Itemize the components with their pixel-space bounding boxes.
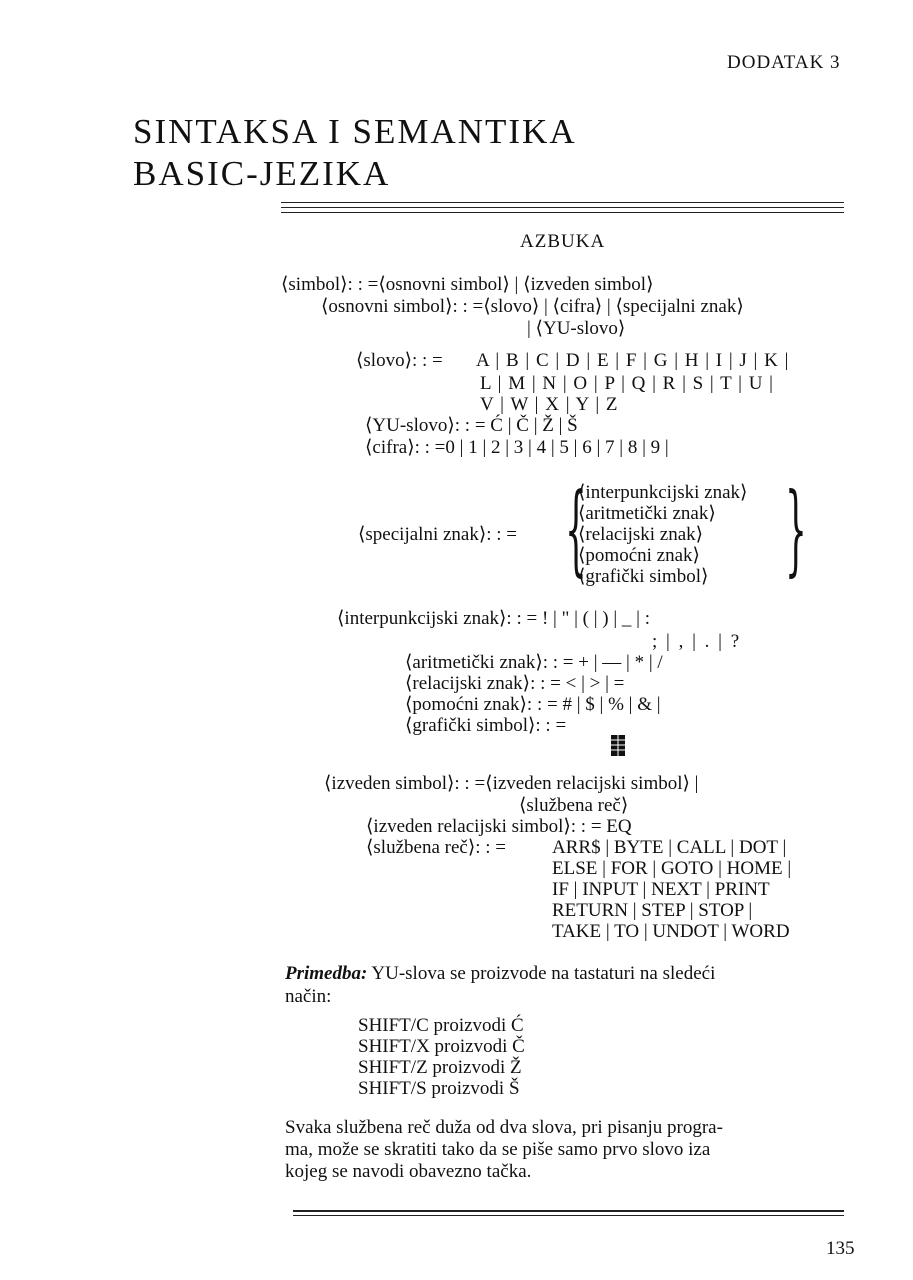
sluzbena-row: RETURN | STEP | STOP | <box>552 900 753 921</box>
sluzbena-row: IF | INPUT | NEXT | PRINT <box>552 879 770 900</box>
grammar-slovo-row: A | B | C | D | E | F | G | H | I | J | K | <box>476 350 790 371</box>
note-text-cont: način: <box>285 986 332 1007</box>
page-title-line2: BASIC-JEZIKA <box>133 154 391 193</box>
sluzbena-row: TAKE | TO | UNDOT | WORD <box>552 921 790 942</box>
shift-row: SHIFT/C proizvodi Ć <box>358 1015 524 1036</box>
grammar-slovo-row: V | W | X | Y | Z <box>480 394 619 415</box>
sluzbena-row: ELSE | FOR | GOTO | HOME | <box>552 858 792 879</box>
specijalni-option: ⟨pomoćni znak⟩ <box>578 545 700 566</box>
grammar-specijalni-lhs: ⟨specijalni znak⟩: : = <box>358 524 518 545</box>
grammar-aritmeticki: ⟨aritmetički znak⟩: : = + | — | * | / <box>405 652 663 673</box>
grammar-yu-slovo: ⟨YU-slovo⟩: : = Ć | Č | Ž | Š <box>365 415 578 436</box>
grammar-interpunkcijski-cont: ; | , | . | ? <box>652 631 742 652</box>
grammar-pomocni: ⟨pomoćni znak⟩: : = # | $ | % | & | <box>405 694 661 715</box>
appendix-label: DODATAK 3 <box>727 52 841 73</box>
grammar-relacijski: ⟨relacijski znak⟩: : = < | > | = <box>405 673 625 694</box>
specijalni-option: ⟨relacijski znak⟩ <box>578 524 704 545</box>
title-rule <box>281 207 844 208</box>
grammar-izveden-relacijski: ⟨izveden relacijski simbol⟩: : = EQ <box>366 816 632 837</box>
shift-row: SHIFT/Z proizvodi Ž <box>358 1057 522 1078</box>
note-label: Primedba: <box>285 963 368 984</box>
left-brace: { <box>565 473 587 587</box>
note-line <box>285 963 715 984</box>
graphic-block-icon <box>603 717 617 738</box>
shift-row: SHIFT/X proizvodi Č <box>358 1036 525 1057</box>
paragraph-line: kojeg se navodi obavezno tačka. <box>285 1161 532 1182</box>
footer-rule <box>293 1215 844 1216</box>
grammar-slovo-lhs: ⟨slovo⟩: : = <box>356 350 443 371</box>
grammar-izveden-simbol: ⟨izveden simbol⟩: : =⟨izveden relacijski simbol⟩ | <box>324 773 699 794</box>
specijalni-option: ⟨interpunkcijski znak⟩ <box>578 482 748 503</box>
footer-rule <box>293 1210 844 1212</box>
title-rule <box>281 212 844 213</box>
specijalni-option: ⟨aritmetički znak⟩ <box>578 503 716 524</box>
paragraph-line: ma, može se skratiti tako da se piše samo prvo slovo iza <box>285 1139 711 1160</box>
title-rule <box>281 202 844 203</box>
grammar-simbol: ⟨simbol⟩: : =⟨osnovni simbol⟩ | ⟨izveden simbol⟩ <box>281 274 654 295</box>
grammar-osnovni-simbol: ⟨osnovni simbol⟩: : =⟨slovo⟩ | ⟨cifra⟩ | ⟨specijalni znak⟩ <box>321 296 744 317</box>
section-heading: AZBUKA <box>520 231 606 252</box>
note-text: YU-slova se proizvode na tastaturi na sledeći <box>367 963 716 984</box>
page-number: 135 <box>826 1238 855 1259</box>
grammar-izveden-simbol-cont: ⟨službena reč⟩ <box>519 795 629 816</box>
shift-row: SHIFT/S proizvodi Š <box>358 1078 520 1099</box>
sluzbena-row: ARR$ | BYTE | CALL | DOT | <box>552 837 787 858</box>
grammar-interpunkcijski: ⟨interpunkcijski znak⟩: : = ! | " | ( | ) | _ | : <box>337 608 650 629</box>
page-title-line1: SINTAKSA I SEMANTIKA <box>133 112 577 151</box>
grammar-osnovni-simbol-cont: | ⟨YU-slovo⟩ <box>527 318 626 339</box>
grammar-graficki: ⟨grafički simbol⟩: : = <box>405 715 567 736</box>
grammar-slovo-row: L | M | N | O | P | Q | R | S | T | U | <box>480 373 774 394</box>
grammar-sluzbena-lhs: ⟨službena reč⟩: : = <box>366 837 507 858</box>
grammar-cifra: ⟨cifra⟩: : =0 | 1 | 2 | 3 | 4 | 5 | 6 | 7 | 8 | 9 | <box>365 437 669 458</box>
specijalni-option: ⟨grafički simbol⟩ <box>578 566 709 587</box>
paragraph-line: Svaka službena reč duža od dva slova, pri pisanju progra- <box>285 1117 723 1138</box>
right-brace: } <box>785 473 807 587</box>
